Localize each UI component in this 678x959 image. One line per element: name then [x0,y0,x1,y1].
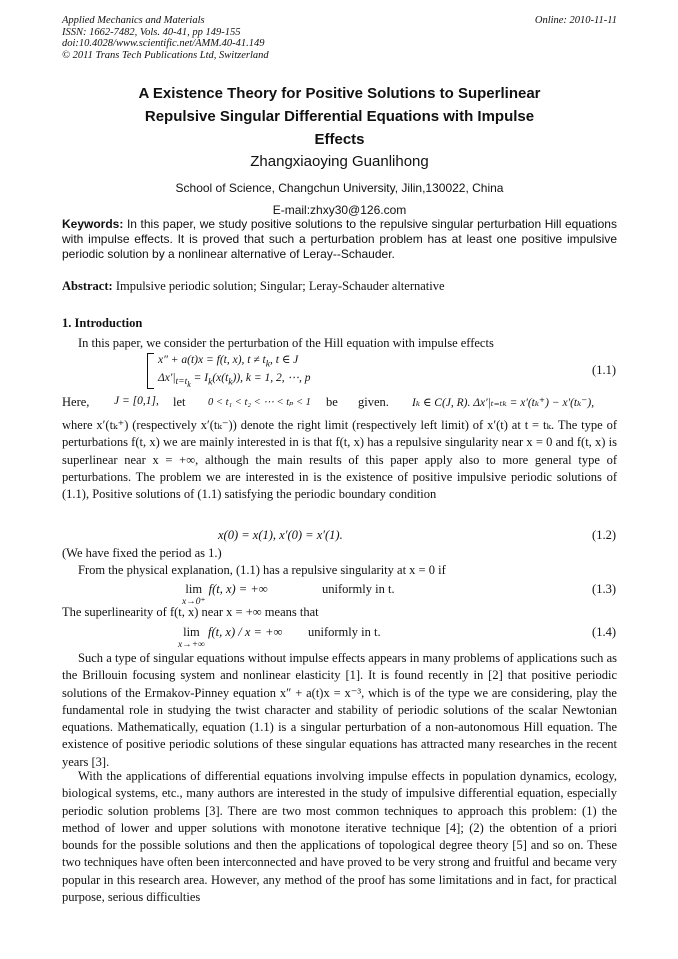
equation-1-4: lim $^{x\to+\infty}$ f(t, x) / x = +∞ [178,625,283,650]
equation-1-2: x(0) = x(1), x′(0) = x′(1). [218,528,343,542]
equation-1-1-row-1: x″ + a(t)x = f(t, x), $t \ne t_k$, t ∈ J [158,354,299,370]
author-email: E-mail:zhxy30@126.com [272,203,407,217]
author-names: Zhangxiaoying Guanlihong [250,153,429,170]
paragraph-perturbations: where x′(tₖ⁺) (respectively x′(tₖ⁻)) denote the right limit (respectively left limit) of x′(t) at t = tₖ. The type of perturbations f(t, x) we are mainly interested in is that f(t, x) has a repulsive singularity near x = 0 and f(t, x) is superlinear near x = +∞, although the main results of this paper apply also to more general type of perturbations. The problem we are interested in is the existence of positive impulsive periodic solutions of (1.1), Positive solutions of (1.1) satisfying the periodic boundary condition [62,418,617,502]
repulsive-condition-intro: From the physical explanation, (1.1) has a repulsive singularity at x = 0 if [78,563,446,577]
keywords-block [62,217,617,262]
uniformity-1-3: uniformly in t. [322,582,395,596]
equation-number-1-2: (1.2) [592,528,616,542]
equation-number-1-4: (1.4) [592,625,616,639]
copyright-line: © 2011 Trans Tech Publications Ltd, Switzerland [62,49,269,61]
interval-J: J = [0,1], [114,395,159,407]
doi-line: doi:10.4028/www.scientific.net/AMM.40-41.149 [62,38,265,49]
issn-line: ISSN: 1662-7482, Vols. 40-41, pp 149-155 [62,26,241,38]
time-partition: 0 < t₁ < t₂ < ⋯ < tₚ < 1 [208,397,311,408]
title-line-2: Repulsive Singular Differential Equations with Impulse [144,108,535,125]
be-word: be [326,395,338,409]
impulse-definition: Iₖ ∈ C(J, R). Δx′|ₜ₌ₜₖ = x′(tₖ⁺) − x′(tₖ⁻), [412,397,595,409]
paragraph-impulsive-applications: With the applications of differential equations involving impulse effects in population dynamics, ecology, biological systems, etc., many authors are interested in the study of impulsive differential equation, especially periodic solution problems [3]. There are two most common techniques to approach this problem: (1) the method of lower and upper solutions with monotone iterative technique [4]; (2) the obtention of a priori bounds for the possible solutions and then the applications of topological degree theory [5] and so on. These two techniques have often been interconnected and have proved to be very strong and fruitful and became very popular in this research area. However, any method of the proof has some limitations and in fact, for practical purpose, serious difficulties [62,769,617,905]
paper-title [62,82,617,151]
journal-name: Applied Mechanics and Materials [62,15,205,26]
given-word: given. [358,395,389,409]
paragraph-singular-equations: Such a type of singular equations without impulse effects appears in many problems of applications such as the Brillouin focusing system and nonlinear elasticity [1]. It is found recently in [2] that positive periodic solutions of the Ermakov-Pinney equation x″ + a(t)x = x⁻³, which is of the type we are considering, play the fundamental role in studying the twist character and stability of periodic solutions of the scalar Newtonian equations. Mathematically, equation (1.1) is a singular perturbation of a non-autonomous Hill equation. The existence of positive periodic solutions of these singular equations has attracted many researches in the recent years [3]. [62,651,617,769]
abstract-label: Abstract: [62,279,113,293]
period-note: (We have fixed the period as 1.) [62,546,222,560]
let-word: let [173,395,186,409]
affiliation: School of Science, Changchun University, Jilin,130022, China [175,181,504,195]
keywords-label: Keywords: [62,217,124,231]
superlinearity-intro: The superlinearity of f(t, x) near x = +∞ means that [62,605,319,619]
keywords-text: In this paper, we study positive solutions to the repulsive singular perturbation Hill equations with impulse effects. It is proved that such a perturbation problem has at least one positive impulsive periodic solution by a nonlinear alternative of Leray--Schauder. [62,217,617,261]
intro-sentence: In this paper, we consider the perturbation of the Hill equation with impulse effects [78,336,494,350]
equation-number-1-3: (1.3) [592,582,616,596]
equation-1-1-row-2: $\Delta x'|_{t=t_k} = I_k(x(t_k))$, k = 1, 2, ⋯, p [158,372,311,390]
title-line-1: A Existence Theory for Positive Solutions to Superlinear [138,85,541,102]
title-line-3: Effects [314,131,365,148]
here-word: Here, [62,395,90,409]
equation-number-1-1: (1.1) [592,363,616,377]
equation-1-3: lim $^{x\to 0^+}$ f(t, x) = +∞ [182,582,268,607]
section-heading: 1. Introduction [62,316,143,330]
uniformity-1-4: uniformly in t. [308,625,381,639]
equation-brace [147,353,154,389]
online-date: Online: 2010-11-11 [534,15,617,26]
journal-header [62,15,617,61]
abstract-block [62,279,617,294]
abstract-text: Impulsive periodic solution; Singular; Leray-Schauder alternative [115,279,445,293]
